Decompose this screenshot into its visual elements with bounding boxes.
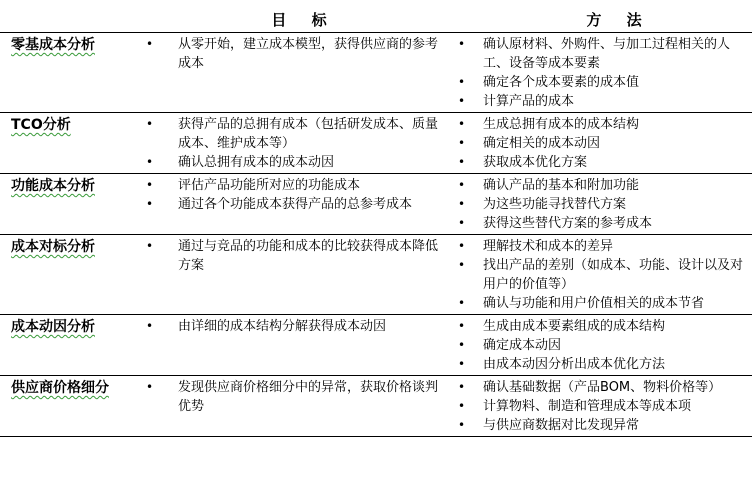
goal-text: 确认总拥有成本的成本动因 [178, 155, 335, 170]
method-list [448, 378, 752, 435]
method-name-cell [0, 174, 142, 235]
bullet-icon: • [458, 338, 466, 352]
method-list-item [448, 256, 752, 294]
method-list-item [448, 214, 752, 233]
header-empty-cell [0, 6, 142, 33]
header-goal-label: 目 标 [271, 10, 328, 29]
method-list-item [448, 153, 752, 172]
table-row [0, 33, 752, 113]
method-list [448, 176, 752, 233]
method-name: 成本动因分析 [11, 319, 95, 335]
method-list-item [448, 115, 752, 134]
bullet-icon: • [146, 380, 154, 394]
method-text: 理解技术和成本的差异 [483, 239, 614, 254]
method-cell [448, 376, 752, 437]
method-text: 为这些功能寻找替代方案 [483, 197, 627, 212]
header-method [448, 6, 752, 33]
bullet-icon: • [458, 136, 466, 150]
method-name-cell [0, 376, 142, 437]
method-cell [448, 235, 752, 315]
method-list [448, 237, 752, 313]
method-cell [448, 113, 752, 174]
table-body [0, 33, 752, 437]
goal-list [142, 237, 448, 275]
method-list-item [448, 237, 752, 256]
table-row [0, 376, 752, 437]
goal-cell [142, 113, 448, 174]
method-list-item [448, 397, 752, 416]
goal-list-item [142, 195, 448, 214]
method-list-item [448, 134, 752, 153]
method-text: 计算产品的成本 [483, 94, 575, 109]
method-text: 确定各个成本要素的成本值 [483, 75, 640, 90]
bullet-icon: • [458, 75, 466, 89]
header-row [0, 6, 752, 33]
method-list-item [448, 317, 752, 336]
table-row [0, 235, 752, 315]
bullet-icon: • [146, 155, 154, 169]
goal-text: 发现供应商价格细分中的异常，获取价格谈判优势 [178, 380, 439, 414]
method-text: 确认与功能和用户价值相关的成本节省 [483, 296, 705, 311]
goal-cell [142, 315, 448, 376]
bullet-icon: • [458, 117, 466, 131]
method-list-item [448, 355, 752, 374]
method-list-item [448, 416, 752, 435]
method-text: 生成总拥有成本的成本结构 [483, 117, 640, 132]
method-name-cell [0, 33, 142, 113]
bullet-icon: • [458, 399, 466, 413]
method-list-item [448, 195, 752, 214]
bullet-icon: • [458, 258, 466, 272]
method-list-item [448, 378, 752, 397]
goal-text: 由详细的成本结构分解获得成本动因 [178, 319, 387, 334]
goal-cell [142, 235, 448, 315]
header-method-label: 方 法 [586, 10, 643, 29]
goal-list [142, 35, 448, 73]
cost-analysis-table [0, 6, 752, 437]
goal-list [142, 317, 448, 336]
bullet-icon: • [458, 178, 466, 192]
table-row [0, 315, 752, 376]
goal-text: 通过各个功能成本获得产品的总参考成本 [178, 197, 413, 212]
method-name-cell [0, 315, 142, 376]
goal-list [142, 176, 448, 214]
bullet-icon: • [458, 357, 466, 371]
method-name-cell [0, 235, 142, 315]
method-text: 确定相关的成本动因 [483, 136, 601, 151]
method-text: 获取成本优化方案 [483, 155, 588, 170]
goal-list-item [142, 317, 448, 336]
goal-text: 通过与竞品的功能和成本的比较获得成本降低方案 [178, 239, 439, 273]
goal-list-item [142, 153, 448, 172]
method-list-item [448, 176, 752, 195]
bullet-icon: • [458, 239, 466, 253]
method-list [448, 115, 752, 172]
table-row [0, 174, 752, 235]
goal-cell [142, 33, 448, 113]
method-list-item [448, 336, 752, 355]
goal-list [142, 378, 448, 416]
method-list [448, 317, 752, 374]
method-cell [448, 33, 752, 113]
bullet-icon: • [458, 94, 466, 108]
goal-list [142, 115, 448, 172]
bullet-icon: • [146, 319, 154, 333]
bullet-icon: • [458, 216, 466, 230]
goal-text: 从零开始，建立成本模型，获得供应商的参考成本 [178, 37, 439, 71]
bullet-icon: • [458, 380, 466, 394]
method-list-item [448, 73, 752, 92]
goal-list-item [142, 237, 448, 275]
method-text: 确认原材料、外购件、与加工过程相关的人工、设备等成本要素 [483, 37, 731, 71]
method-text: 获得这些替代方案的参考成本 [483, 216, 653, 231]
method-text: 计算物料、制造和管理成本等成本项 [483, 399, 692, 414]
method-cell [448, 315, 752, 376]
method-text: 确认基础数据（产品BOM、物料价格等） [483, 380, 722, 395]
bullet-icon: • [146, 239, 154, 253]
method-list-item [448, 294, 752, 313]
table-header [0, 6, 752, 33]
bullet-icon: • [458, 319, 466, 333]
method-text: 生成由成本要素组成的成本结构 [483, 319, 666, 334]
bullet-icon: • [146, 178, 154, 192]
method-name: 成本对标分析 [11, 239, 95, 255]
goal-list-item [142, 176, 448, 195]
method-name: 功能成本分析 [11, 178, 95, 194]
method-name: TCO分析 [11, 117, 71, 133]
method-name-cell [0, 113, 142, 174]
goal-list-item [142, 378, 448, 416]
method-text: 与供应商数据对比发现异常 [483, 418, 640, 433]
bullet-icon: • [458, 197, 466, 211]
table-row [0, 113, 752, 174]
bullet-icon: • [146, 37, 154, 51]
method-list [448, 35, 752, 111]
method-text: 确定成本动因 [483, 338, 562, 353]
method-name: 供应商价格细分 [11, 380, 109, 396]
bullet-icon: • [458, 418, 466, 432]
method-cell [448, 174, 752, 235]
method-text: 由成本动因分析出成本优化方法 [483, 357, 666, 372]
goal-text: 评估产品功能所对应的功能成本 [178, 178, 361, 193]
goal-cell [142, 174, 448, 235]
method-list-item [448, 92, 752, 111]
method-name: 零基成本分析 [11, 37, 95, 53]
goal-list-item [142, 35, 448, 73]
method-list-item [448, 35, 752, 73]
method-text: 确认产品的基本和附加功能 [483, 178, 640, 193]
bullet-icon: • [146, 117, 154, 131]
bullet-icon: • [458, 296, 466, 310]
method-text: 找出产品的差别（如成本、功能、设计以及对用户的价值等） [483, 258, 744, 292]
goal-text: 获得产品的总拥有成本（包括研发成本、质量成本、维护成本等） [178, 117, 439, 151]
bullet-icon: • [458, 155, 466, 169]
goal-cell [142, 376, 448, 437]
header-goal [142, 6, 448, 33]
bullet-icon: • [146, 197, 154, 211]
goal-list-item [142, 115, 448, 153]
bullet-icon: • [458, 37, 466, 51]
